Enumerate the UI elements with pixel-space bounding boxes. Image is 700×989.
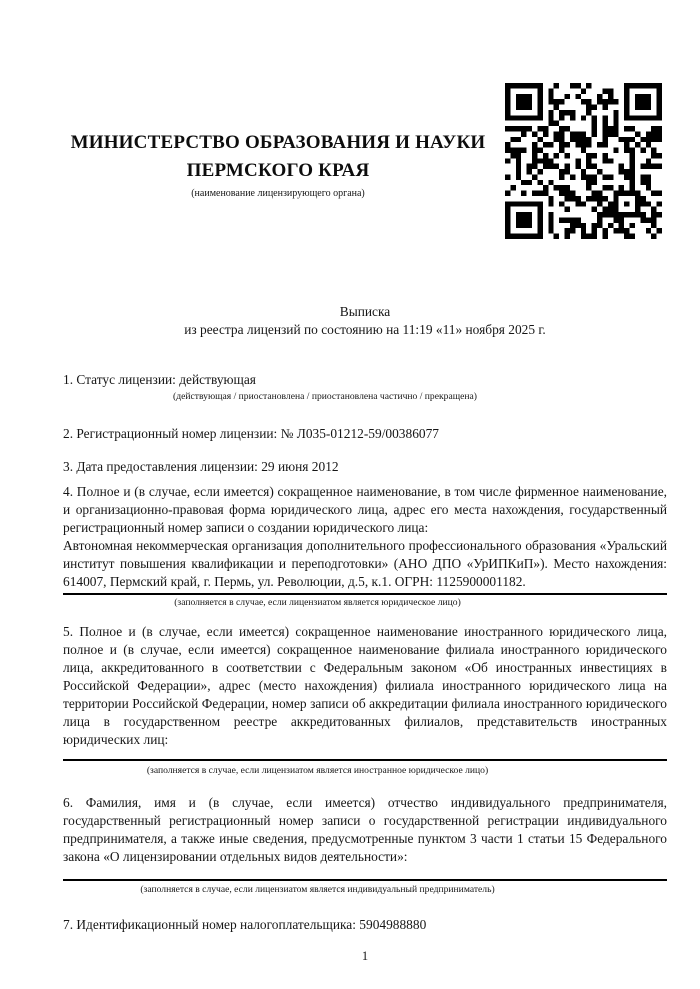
license-status-text: 1. Статус лицензии: действующая <box>63 372 256 387</box>
legal-entity-label: 4. Полное и (в случае, если имеется) сокращенное наименование, в том числе фирменное наименование, и организационно-правовая форма юридического лица, адрес его места нахождения, государственный регистрационный номер записи о создании юридического лица: <box>63 484 667 535</box>
fill-line-rule <box>63 593 667 595</box>
document-body <box>63 303 667 964</box>
fill-line-rule <box>63 879 667 881</box>
legal-entity-value: Автономная некоммерческая организация дополнительного профессионального образования «Уральский институт повышения квалификации и переподготовки» (АНО ДПО «УрИПКиП»). Место нахождения: 614007, Пермский край, г. Пермь, ул. Революции, д.5, к.1. ОГРН: 1125900001182. <box>63 538 667 589</box>
item-5-foreign-entity <box>63 623 667 777</box>
foreign-entity-label: 5. Полное и (в случае, если имеется) сокращенное наименование иностранного юридического лица, полное и (в случае, если имеется) сокращенное наименование филиала иностранного юридического лица, аккредитованного в соответствии с Федеральным законом «Об иностранных инвестициях в Российской Федерации», адрес (место нахождения) филиала иностранного юридического лица на территории Российской Федерации, номер записи об аккредитации филиала иностранного юридического лица в государственном реестре аккредитованных филиалов, представительств иностранных юридических лиц: <box>63 624 667 747</box>
licensing-authority-block <box>63 129 493 200</box>
extract-date-line: из реестра лицензий по состоянию на 11:19 «11» ноября 2025 г. <box>184 321 546 337</box>
qr-code-icon <box>505 83 662 239</box>
item-6-individual-entrepreneur <box>63 794 667 896</box>
extract-title: Выписка <box>339 304 391 319</box>
legal-entity-caption: (заполняется в случае, если лицензиатом является юридическое лицо) <box>174 597 461 608</box>
ministry-name-line2: ПЕРМСКОГО КРАЯ <box>186 160 370 181</box>
item-3-grant-date: 3. Дата предоставления лицензии: 29 июня 2012 <box>63 459 339 474</box>
page-number: 1 <box>361 949 369 963</box>
license-status-caption: (действующая / приостановлена / приостановлена частично / прекращена) <box>173 391 477 402</box>
foreign-entity-caption: (заполняется в случае, если лицензиатом является иностранное юридическое лицо) <box>146 765 489 776</box>
entrepreneur-label: 6. Фамилия, имя и (в случае, если имеется) отчество индивидуального предпринимателя, государственный регистрационный номер записи о государственной регистрации индивидуального предпринимателя, а также иные сведения, предусмотренные пунктом 3 части 1 статьи 15 Федерального закона «О лицензировании отдельных видов деятельности»: <box>63 795 667 864</box>
item-7-taxpayer-number: 7. Идентификационный номер налогоплательщика: 5904988880 <box>63 917 427 932</box>
item-4-legal-entity <box>63 483 667 609</box>
fill-line-rule <box>63 759 667 761</box>
ministry-caption: (наименование лицензирующего органа) <box>191 188 365 199</box>
entrepreneur-caption: (заполняется в случае, если лицензиатом является индивидуальный предприниматель) <box>140 884 495 895</box>
ministry-name-line1: МИНИСТЕРСТВО ОБРАЗОВАНИЯ И НАУКИ <box>70 132 486 153</box>
extract-title-block <box>63 303 667 338</box>
item-2-registration-number: 2. Регистрационный номер лицензии: № Л035-01212-59/00386077 <box>63 426 439 441</box>
item-1-license-status <box>63 371 667 403</box>
